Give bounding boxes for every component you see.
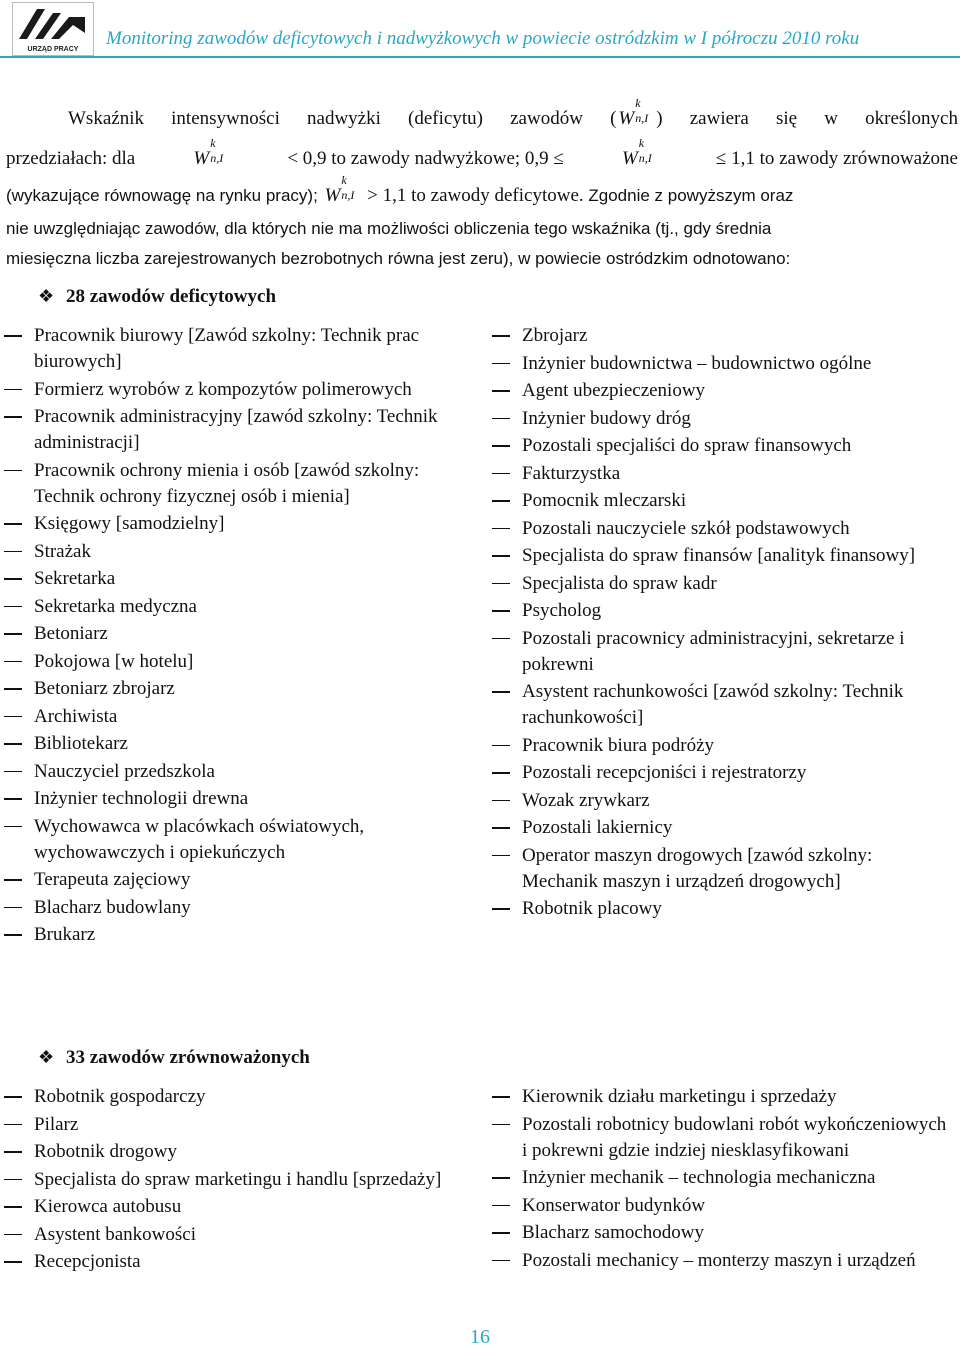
dash-bullet-icon (492, 418, 510, 420)
dash-bullet-icon (4, 578, 22, 580)
list-item (492, 1248, 952, 1274)
dash-bullet-icon (4, 470, 22, 472)
list-item-text: Pracownik administracyjny [zawód szkolny: Technik administracji] (34, 406, 438, 453)
dash-bullet-icon (492, 1232, 510, 1234)
dash-bullet-icon (492, 583, 510, 585)
list-item (492, 1193, 952, 1219)
list-item-text: Sekretarka medyczna (34, 595, 197, 617)
list-item-text: Pracownik ochrony mienia i osób [zawód szkolny: Technik ochrony fizycznej osób i mienia] (34, 459, 420, 507)
list-item (4, 1084, 444, 1110)
urzad-pracy-logo (12, 2, 94, 56)
list-item-text: Konserwator budynków (522, 1194, 706, 1216)
list-item (4, 377, 444, 403)
list-item (492, 760, 952, 786)
dash-bullet-icon (492, 638, 510, 640)
dash-bullet-icon (492, 1124, 510, 1126)
list-item-text: Brukarz (34, 924, 96, 945)
header-divider (0, 56, 960, 58)
intro-text: Zgodnie z powyższym oraz (588, 186, 794, 205)
list-item-text: Księgowy [samodzielny] (34, 513, 225, 534)
list-item-text: Pozostali mechanicy – monterzy maszyn i urządzeń (522, 1249, 916, 1271)
list-item-text: Pozostali pracownicy administracyjni, sekretarze i pokrewni (522, 627, 905, 675)
list-item (492, 626, 952, 678)
list-item (492, 323, 952, 349)
list-item (4, 1222, 444, 1248)
list-item (4, 814, 444, 866)
list-item (4, 676, 444, 702)
deficit-heading: ❖ 28 zawodów deficytowych (38, 286, 277, 307)
list-item-text: Archiwista (34, 705, 118, 727)
list-item-text: Kierowca autobusu (34, 1196, 182, 1217)
dash-bullet-icon (4, 416, 22, 418)
intro-text: ≤ 1,1 to zawody zrównoważone (715, 148, 958, 169)
list-item (4, 922, 444, 948)
list-item-text: Pracownik biurowy [Zawód szkolny: Technik prac biurowych] (34, 325, 420, 372)
list-item-text: Specjalista do spraw marketingu i handlu [sprzedaży] (34, 1168, 442, 1190)
list-item-text: Pozostali robotnicy budowlani robót wykończeniowych i pokrewni gdzie indziej niesklasyfikowani (522, 1113, 947, 1161)
dash-bullet-icon (4, 661, 22, 663)
balanced-heading: ❖ 33 zawodów zrównoważonych (38, 1047, 310, 1068)
list-item-text: Nauczyciel przedszkola (34, 760, 215, 782)
list-item (492, 488, 952, 514)
w-symbol: W k n,I (621, 136, 652, 169)
dash-bullet-icon (492, 908, 510, 910)
list-item (492, 598, 952, 624)
dash-bullet-icon (492, 1096, 510, 1098)
dash-bullet-icon (492, 473, 510, 475)
list-item (4, 594, 444, 620)
diamond-bullet-icon: ❖ (38, 286, 55, 306)
dash-bullet-icon (4, 1124, 22, 1126)
list-item (492, 351, 952, 377)
list-item-text: Robotnik placowy (522, 898, 662, 919)
dash-bullet-icon (492, 772, 510, 774)
list-item-text: Psycholog (522, 600, 602, 621)
list-item (492, 406, 952, 432)
list-item-text: Pozostali lakiernicy (522, 817, 673, 838)
list-item (4, 895, 444, 921)
list-item (492, 733, 952, 759)
w-symbol: W k n,I (193, 136, 224, 169)
list-item-text: Inżynier mechanik – technologia mechaniczna (522, 1167, 876, 1188)
dash-bullet-icon (4, 907, 22, 909)
page-number: 16 (470, 1326, 490, 1348)
dash-bullet-icon (4, 1151, 22, 1153)
dash-bullet-icon (492, 745, 510, 747)
list-item-text: Pozostali recepcjoniści i rejestratorzy (522, 762, 807, 783)
dash-bullet-icon (492, 555, 510, 557)
dash-bullet-icon (4, 716, 22, 718)
list-item-text: Strażak (34, 540, 91, 562)
dash-bullet-icon (492, 390, 510, 392)
list-item (4, 704, 444, 730)
list-item (4, 867, 444, 893)
list-item-text: Pracownik biura podróży (522, 734, 715, 756)
w-symbol: W k n,I (618, 96, 649, 129)
logo-arrows-icon (13, 3, 93, 43)
list-item-text: Bibliotekarz (34, 733, 128, 754)
dash-bullet-icon (4, 633, 22, 635)
list-item (4, 1167, 444, 1193)
intro-text: (wykazujące równowagę na rynku pracy); (6, 186, 318, 205)
list-item-text: Wozak zrywkarz (522, 789, 650, 811)
list-item (4, 731, 444, 757)
list-item-text: Specjalista do spraw finansów [analityk finansowy] (522, 545, 916, 566)
list-item-text: Terapeuta zajęciowy (34, 869, 191, 890)
list-item-text: Pokojowa [w hotelu] (34, 650, 194, 672)
deficit-list-right (492, 323, 952, 924)
list-item-text: Operator maszyn drogowych [zawód szkolny: Mechanik maszyn i urządzeń drogowych] (522, 844, 873, 892)
list-item (492, 843, 952, 895)
list-item-text: Blacharz samochodowy (522, 1222, 705, 1243)
list-item-text: Wychowawca w placówkach oświatowych, wychowawczych i opiekuńczych (34, 815, 365, 863)
dash-bullet-icon (4, 798, 22, 800)
intro-line-1 (6, 96, 958, 137)
list-item-text: Sekretarka (34, 568, 116, 589)
list-item (492, 433, 952, 459)
list-item (4, 759, 444, 785)
dash-bullet-icon (4, 934, 22, 936)
dash-bullet-icon (492, 528, 510, 530)
list-item (4, 786, 444, 812)
dash-bullet-icon (4, 1206, 22, 1208)
dash-bullet-icon (492, 335, 510, 337)
dash-bullet-icon (4, 551, 22, 553)
list-item (492, 1112, 952, 1164)
list-item-text: Recepcjonista (34, 1251, 141, 1272)
list-item (492, 896, 952, 922)
list-item (4, 1249, 444, 1275)
list-item-text: Betoniarz (34, 623, 108, 644)
dash-bullet-icon (4, 743, 22, 745)
intro-text: Wskaźnik intensywności nadwyżki (deficytu) zawodów ( (68, 108, 617, 129)
list-item (4, 539, 444, 565)
list-item (492, 1084, 952, 1110)
deficit-list-left (4, 323, 444, 950)
dash-bullet-icon (4, 1234, 22, 1236)
list-item (4, 566, 444, 592)
dash-bullet-icon (492, 363, 510, 365)
list-item-text: Asystent rachunkowości [zawód szkolny: Technik rachunkowości] (522, 681, 904, 728)
dash-bullet-icon (4, 606, 22, 608)
logo-caption: URZĄD PRACY (27, 46, 79, 53)
list-item-text: Fakturzystka (522, 462, 621, 484)
list-item-text: Inżynier technologii drewna (34, 788, 249, 809)
dash-bullet-icon (492, 500, 510, 502)
list-item-text: Pomocnik mleczarski (522, 490, 687, 511)
dash-bullet-icon (492, 855, 510, 857)
list-item-text: Formierz wyrobów z kompozytów polimerowych (34, 378, 412, 400)
list-item-text: Inżynier budowy dróg (522, 407, 691, 429)
running-header-title: Monitoring zawodów deficytowych i nadwyżkowych w powiecie ostródzkim w I półroczu 2010 roku (106, 28, 860, 49)
list-item (492, 788, 952, 814)
list-item (4, 1194, 444, 1220)
list-item-text: Robotnik gospodarczy (34, 1086, 206, 1107)
dash-bullet-icon (492, 1177, 510, 1179)
list-item-text: Agent ubezpieczeniowy (522, 380, 706, 401)
list-item (492, 815, 952, 841)
list-item (492, 1220, 952, 1246)
balanced-list-left (4, 1084, 444, 1277)
dash-bullet-icon (4, 1179, 22, 1181)
intro-text: < 0,9 to zawody nadwyżkowe; 0,9 ≤ (287, 148, 564, 169)
list-item (4, 511, 444, 537)
dash-bullet-icon (4, 389, 22, 391)
intro-text: > 1,1 to zawody deficytowe. (367, 185, 584, 206)
list-item (4, 1112, 444, 1138)
list-item (4, 1139, 444, 1165)
intro-line-2 (6, 136, 958, 177)
dash-bullet-icon (4, 335, 22, 337)
dash-bullet-icon (492, 800, 510, 802)
list-item-text: Pozostali nauczyciele szkół podstawowych (522, 517, 850, 539)
list-item (492, 571, 952, 597)
list-item-text: Pilarz (34, 1113, 79, 1135)
list-item (4, 458, 444, 510)
list-item-text: Blacharz budowlany (34, 896, 191, 918)
dash-bullet-icon (492, 1260, 510, 1262)
list-item-text: Inżynier budownictwa – budownictwo ogólne (522, 352, 872, 374)
list-item (4, 649, 444, 675)
dash-bullet-icon (4, 523, 22, 525)
list-item (492, 1165, 952, 1191)
list-item-text: Kierownik działu marketingu i sprzedaży (522, 1086, 837, 1107)
dash-bullet-icon (4, 771, 22, 773)
dash-bullet-icon (4, 879, 22, 881)
dash-bullet-icon (4, 826, 22, 828)
list-item-text: Specjalista do spraw kadr (522, 572, 717, 594)
intro-line-5: miesięczna liczba zarejestrowanych bezrobotnych równa jest zeru), w powiecie ostródzkim odnotowano: (6, 249, 791, 268)
list-item (492, 516, 952, 542)
list-item (492, 378, 952, 404)
list-item-text: Pozostali specjaliści do spraw finansowych (522, 435, 852, 456)
list-item (492, 543, 952, 569)
balanced-list-right (492, 1084, 952, 1275)
list-item (492, 679, 952, 731)
dash-bullet-icon (492, 610, 510, 612)
intro-text: przedziałach: dla (6, 148, 136, 169)
dash-bullet-icon (4, 1261, 22, 1263)
intro-text: ) zawiera się w określonych (656, 108, 958, 129)
list-item-text: Betoniarz zbrojarz (34, 678, 175, 699)
list-item-text: Robotnik drogowy (34, 1141, 178, 1162)
list-item-text: Asystent bankowości (34, 1223, 197, 1245)
list-item (4, 323, 444, 375)
diamond-bullet-icon: ❖ (38, 1047, 55, 1067)
list-item (4, 404, 444, 456)
page-header (0, 0, 960, 64)
intro-line-3 (6, 173, 794, 214)
dash-bullet-icon (492, 827, 510, 829)
intro-line-4: nie uwzględniając zawodów, dla których nie ma możliwości obliczenia tego wskaźnika (tj., gdy średnia (6, 219, 772, 238)
list-item-text: Zbrojarz (522, 325, 588, 346)
list-item (492, 461, 952, 487)
dash-bullet-icon (492, 691, 510, 693)
dash-bullet-icon (492, 445, 510, 447)
dash-bullet-icon (4, 1096, 22, 1098)
dash-bullet-icon (4, 688, 22, 690)
list-item (4, 621, 444, 647)
dash-bullet-icon (492, 1205, 510, 1207)
w-symbol: W k n,I (324, 173, 355, 206)
